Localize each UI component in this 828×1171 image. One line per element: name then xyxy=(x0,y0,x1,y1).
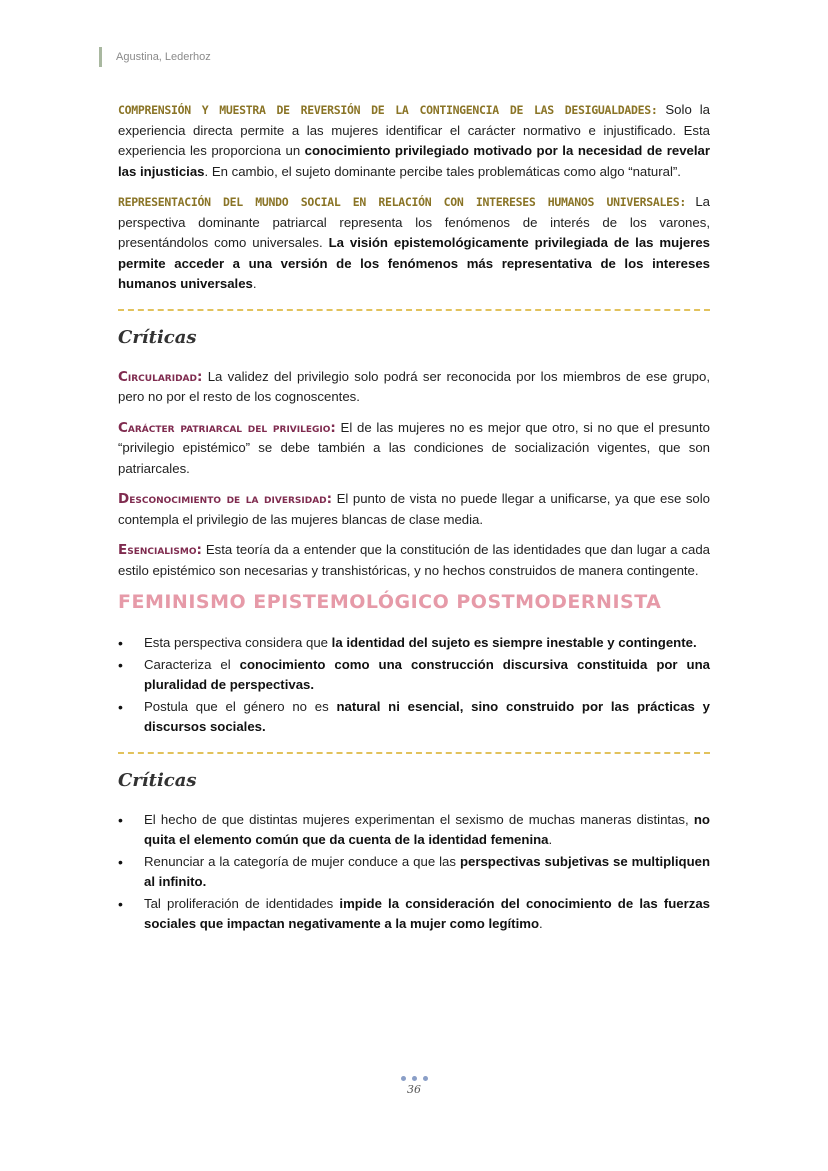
header-author: Agustina, Lederhoz xyxy=(116,51,211,63)
list-item: • Postula que el género no es natural ni esencial, sino construido por las prácticas y discursos sociales. xyxy=(118,697,710,738)
intro-paragraph: COMPRENSIÓN Y MUESTRA DE REVERSIÓN DE LA CONTINGENCIA DE LAS DESIGUALDADES: Solo la experiencia directa permite a las mujeres identificar el carácter normativo e injustificado. Esta experiencia les proporciona un conocimiento privilegiado motivado por la necesidad de revelar las injusticias. En cambio, el sujeto dominante percibe tales problemáticas como algo “natural”. xyxy=(118,102,710,179)
running-header xyxy=(99,47,211,67)
critique-lead: Circularidad: xyxy=(118,368,203,385)
footer-dots-icon xyxy=(0,1076,828,1081)
criticas-heading: Críticas xyxy=(118,769,197,791)
page-footer xyxy=(0,1076,828,1096)
critique-lead: Desconocimiento de la diversidad: xyxy=(118,491,333,507)
list-item: • Caracteriza el conocimiento como una construcción discursiva constituida por una pluralidad de perspectivas. xyxy=(118,655,710,696)
section-bullet-list xyxy=(118,633,710,738)
list-item: • Esta perspectiva considera que la identidad del sujeto es siempre inestable y contingente. xyxy=(118,633,710,654)
critique-paragraph: Esencialismo: Esta teoría da a entender que la constitución de las identidades que dan lugar a cada estilo epistémico son necesarias y transhistóricas, y no hechos construidos de manera contingente. xyxy=(118,542,710,578)
intro-lead: COMPRENSIÓN Y MUESTRA DE REVERSIÓN DE LA CONTINGENCIA DE LAS DESIGUALDADES: xyxy=(118,103,658,117)
dashed-divider xyxy=(118,752,710,754)
critique-lead: Esencialismo: xyxy=(118,542,202,558)
intro-lead: REPRESENTACIÓN DEL MUNDO SOCIAL EN RELACIÓN CON INTERESES HUMANOS UNIVERSALES: xyxy=(118,195,686,209)
critique-lead: Carácter patriarcal del privilegio: xyxy=(118,419,336,436)
critique-paragraph: Desconocimiento de la diversidad: El punto de vista no puede llegar a unificarse, ya que ese solo contempla el privilegio de las mujeres blancas de clase media. xyxy=(118,491,711,527)
dashed-divider xyxy=(118,309,710,311)
page-content xyxy=(118,100,710,943)
intro-paragraph: REPRESENTACIÓN DEL MUNDO SOCIAL EN RELACIÓN CON INTERESES HUMANOS UNIVERSALES: La perspectiva dominante patriarcal representa los fenómenos de interés de los varones, presentándolos como universales. La visión epistemológicamente privilegiada de las mujeres permite acceder a una versión de los fenómenos más representativa de los intereses humanos universales. xyxy=(118,194,711,291)
critique-paragraph: Circularidad: La validez del privilegio solo podrá ser reconocida por los miembros de ese grupo, pero no por el resto de los cognoscentes. xyxy=(118,368,710,404)
critique-paragraph: Carácter patriarcal del privilegio: El de las mujeres no es mejor que otro, si no que el presunto “privilegio epistémico” se debe también a las condiciones de socialización vigentes, que son patriarcales. xyxy=(118,419,710,476)
section-title: FEMINISMO EPISTEMOLÓGICO POSTMODERNISTA xyxy=(118,591,662,613)
page-number: 36 xyxy=(407,1083,421,1096)
list-item: • Tal proliferación de identidades impide la consideración del conocimiento de las fuerzas sociales que impactan negativamente a la mujer como legítimo. xyxy=(118,894,710,935)
list-item: • El hecho de que distintas mujeres experimentan el sexismo de muchas maneras distintas, no quita el elemento común que da cuenta de la identidad femenina. xyxy=(118,810,710,851)
list-item: • Renunciar a la categoría de mujer conduce a que las perspectivas subjetivas se multipliquen al infinito. xyxy=(118,852,710,893)
criticas-bullet-list xyxy=(118,810,710,935)
criticas-heading: Críticas xyxy=(118,326,197,348)
